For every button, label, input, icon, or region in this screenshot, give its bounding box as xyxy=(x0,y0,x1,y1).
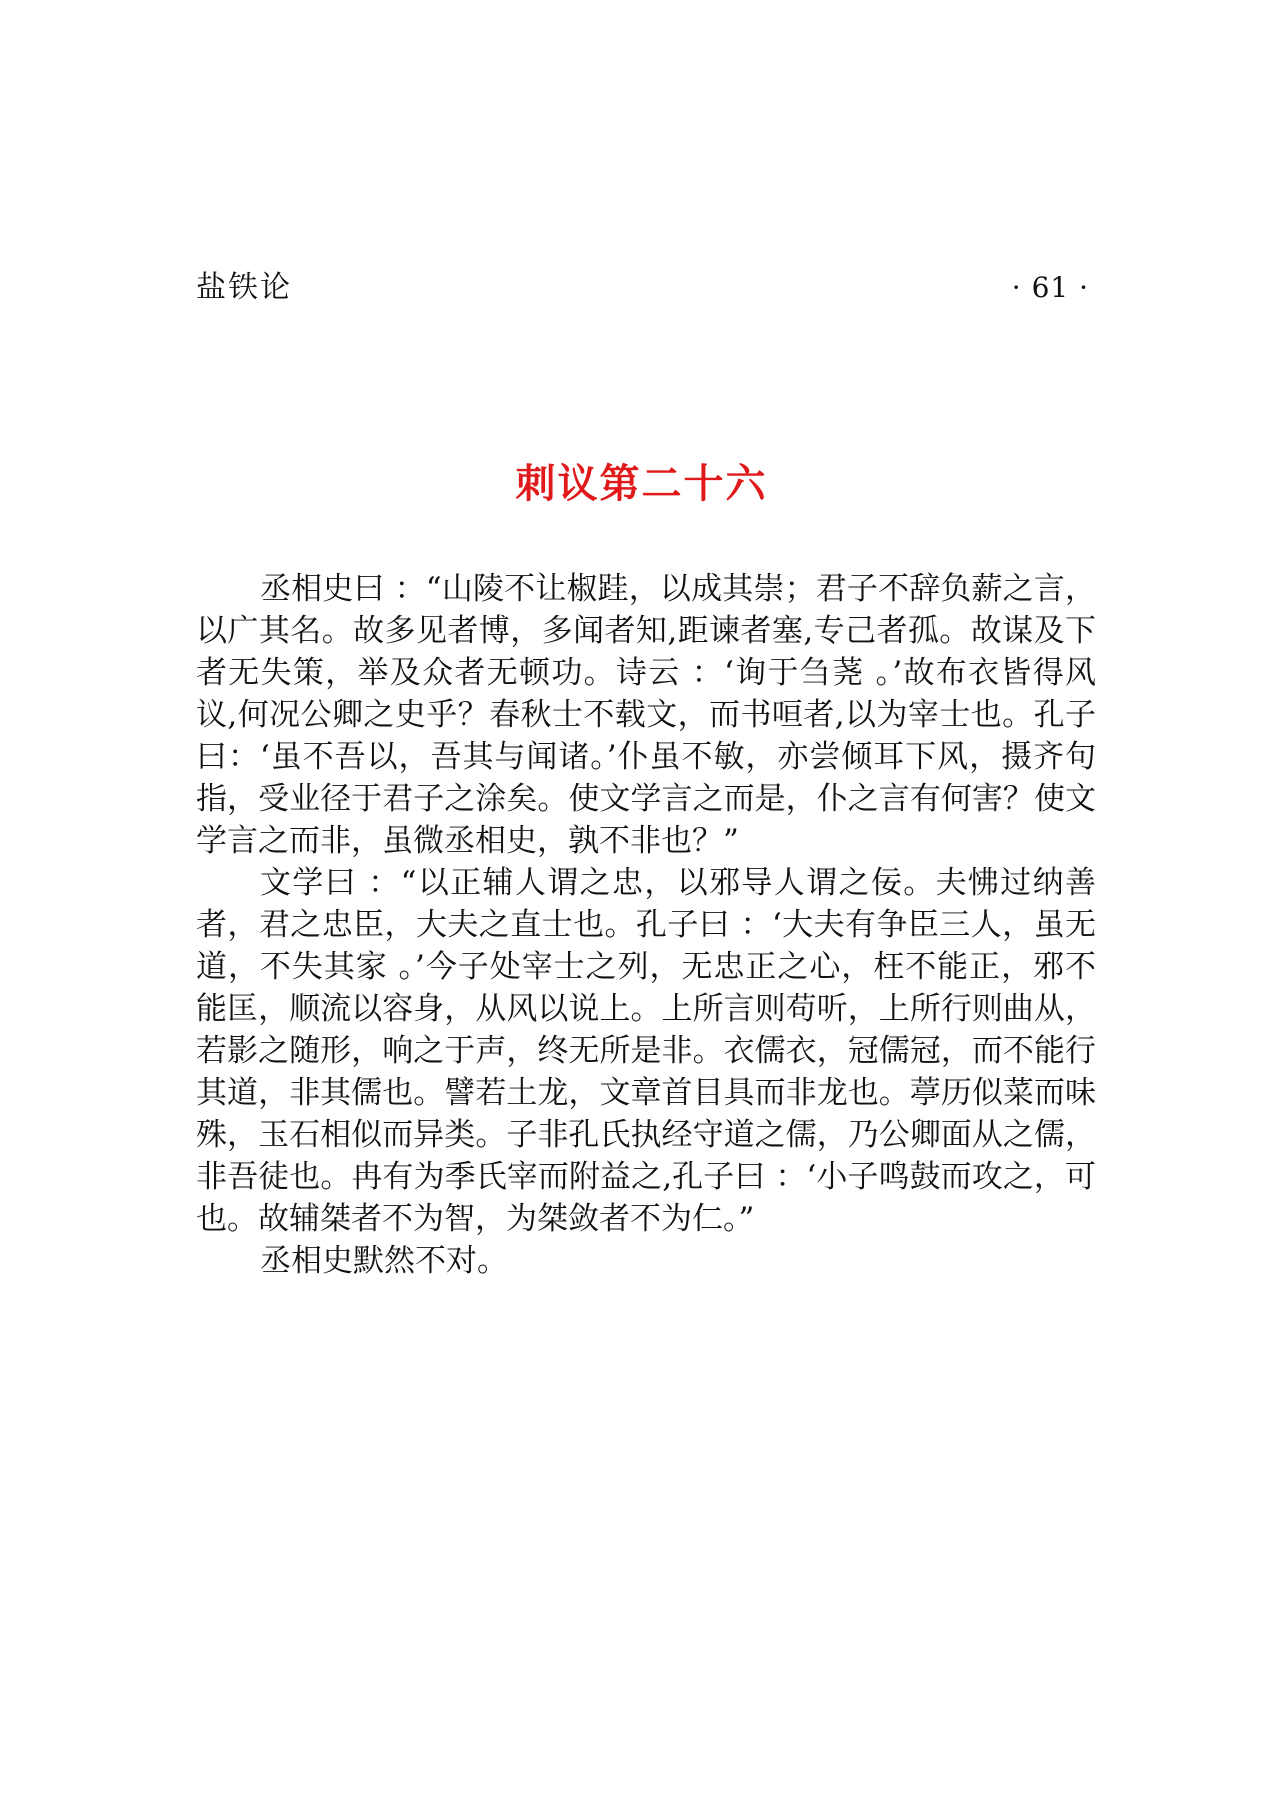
chapter-title: 刺议第二十六 xyxy=(515,460,768,507)
paragraph-2: 文学曰 ：“以正辅人谓之忠，以邪导人谓之佞。夫怫过纳善者，君之忠臣，大夫之直士也。孔子曰 ：‘大夫有争臣三人，虽无道，不失其家 。’今子处宰士之列，无忠正之心，枉不能正，邪不能匡，顺流以容身，从风以说上。上所言则苟听，上所行则曲从，若影之随形，响之于声，终无所是非。衣儒衣，冠儒冠，而不能行其道，非其儒也。譬若土龙，文章首目具而非龙也。葶历似菜而味殊，玉石相似而异类。子非孔氏执经守道之儒，乃公卿面从之儒，非吾徒也。冉有为季氏宰而附益之,孔子曰 ：‘小子鸣鼓而攻之，可也。故辅桀者不为智，为桀敛者不为仁。” xyxy=(196,865,1096,1237)
paragraph-3: 丞相史默然不对。 xyxy=(260,1243,508,1279)
page-number: · 61 · xyxy=(1011,271,1089,304)
paragraph-1: 丞相史曰 ：“山陵不让椒跬，以成其崇；君子不辞负薪之言，以广其名。故多见者博，多闻者知,距谏者塞,专己者孤。故谋及下者无失策，举及众者无顿功。诗云 ：‘询于刍荛 。’故布衣皆得风议,何况公卿之史乎？春秋士不载文，而书咺者,以为宰士也。孔子曰：‘虽不吾以，吾其与闻诸。’仆虽不敏，亦尝倾耳下风，摄齐句指，受业径于君子之涂矣。使文学言之而是，仆之言有何害？使文学言之而非，虽微丞相史，孰不非也？” xyxy=(196,571,1096,859)
book-title: 盐铁论 xyxy=(196,270,292,305)
body-text xyxy=(196,568,1096,1282)
